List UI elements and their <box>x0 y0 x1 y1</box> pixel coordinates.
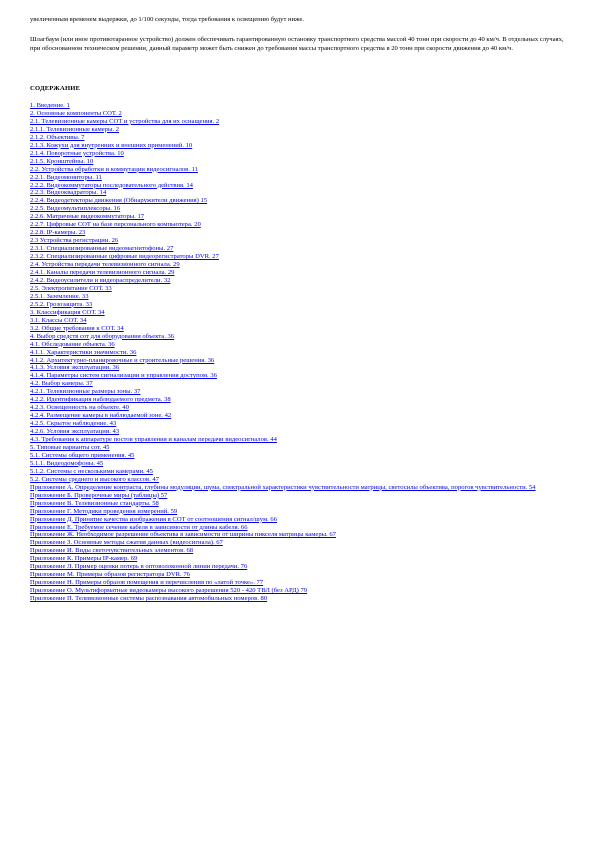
toc-link[interactable]: Приложение О. Мультиформатные видеокамеры высокого разрешения 520 - 420 ТВЛ (без АРД) 79 <box>30 587 308 595</box>
toc-link[interactable]: 3.2. Общие требования к СОТ. 34 <box>30 324 124 332</box>
toc-link[interactable]: 2.2. Устройства обработки и коммутации видеосигналов. 11 <box>30 165 198 173</box>
toc-link[interactable]: 2.2.6. Матричные видеокоммутаторы. 17 <box>30 213 145 221</box>
toc-link[interactable]: 2.3.1. Специализированные видеомагнитофоны. 27 <box>30 245 174 253</box>
toc-link[interactable]: 2.2.1. Видеомониторы. 11 <box>30 173 102 181</box>
toc-link[interactable]: 2.5.2. Грозозащита. 33 <box>30 300 93 308</box>
toc-link[interactable]: 2.4.1. Каналы передачи телевизионного сигнала. 29 <box>30 269 175 277</box>
toc-link[interactable]: 3.1. Классы СОТ. 34 <box>30 316 87 324</box>
toc-link[interactable]: Приложение Д. Принятие качества изображения в СОТ от соотношения сигнал/шум. 66 <box>30 515 278 523</box>
intro-paragraph-1: увеличенным временем выдержки, до 1/100 секунды, тогда требования к освещению будут ниже. <box>30 16 305 23</box>
toc-link[interactable]: 5.1. Системы общего применения. 45 <box>30 451 135 459</box>
toc-link[interactable]: Приложение З. Основные методы сжатия данных (видеосигнала). 67 <box>30 539 223 547</box>
toc-link[interactable]: 4.2.2. Идентификация наблюдаемого предмета. 38 <box>30 396 171 404</box>
toc-link[interactable]: 4.1.2. Архитектурно-планировочные и строительные решения. 36 <box>30 356 215 364</box>
toc-link[interactable]: Приложение И. Виды светочувствительных элементов. 68 <box>30 547 194 555</box>
toc-link[interactable]: 5.1.2. Системы с несколькими камерами. 45 <box>30 467 153 475</box>
toc-link[interactable]: 2.4. Устройства передачи телевизионного сигнала. 29 <box>30 261 180 269</box>
toc-link[interactable]: 4.1.3. Условия эксплуатации. 36 <box>30 364 120 372</box>
toc-link[interactable]: 2. Основные компоненты СОТ. 2 <box>30 109 122 117</box>
toc-link[interactable]: 2.2.3. Видеоквадраторы. 14 <box>30 189 107 197</box>
toc-link[interactable]: 4.1. Обследование объекта. 36 <box>30 340 115 348</box>
toc-link[interactable]: 4.2.1. Телевизионные размеры зоны. 37 <box>30 388 141 396</box>
toc-heading: СОДЕРЖАНИЕ <box>30 85 81 92</box>
intro-paragraph-2: Шлагбаум (или иное противотаранное устройство) должен обеспечивать гарантированную остановку транспортного средства массой 40 тонн при скорости до 40 км/ч. В отдельных случаях, при обоснованном техническом решении, данный параметр может быть снижен до требования массы транспортного средства в 20 тонн при скорости движения до 40 км/ч. <box>30 35 564 53</box>
toc-link[interactable]: 2.1.5. Кронштейны. 10 <box>30 157 94 165</box>
toc-link[interactable]: 2.2.2. Видеокоммутаторы последовательного действия. 14 <box>30 181 193 189</box>
toc-link[interactable]: Приложение Г. Методики проведения измерений. 59 <box>30 507 178 515</box>
toc-link[interactable]: Приложение Н. Примеры образов помещения и перечисления по «латой точке». 77 <box>30 579 264 587</box>
toc-link[interactable]: 2.3 Устройства регистрации. 26 <box>30 237 119 245</box>
toc-link[interactable]: 4. Выбор средств сот для оборудования объекта. 36 <box>30 332 175 340</box>
toc-link[interactable]: 2.1.1. Телевизионные камеры. 2 <box>30 125 119 133</box>
toc-link[interactable]: 2.2.7. Цифровые СОТ на базе персонального компьютера. 20 <box>30 221 201 229</box>
toc-link[interactable]: Приложение В. Телевизионные стандарты. 58 <box>30 499 159 507</box>
toc-link[interactable]: 4.2. Выбор камеры. 37 <box>30 380 93 388</box>
toc-link[interactable]: 4.1.1. Характеристики значимости. 36 <box>30 348 137 356</box>
toc-link[interactable]: 1. Введение. 1 <box>30 102 70 109</box>
toc-link[interactable]: 2.2.5. Видеомультиплексоры. 16 <box>30 205 121 213</box>
toc-link[interactable]: Приложение М. Примеры образов регистратора DVR. 76 <box>30 571 190 579</box>
toc-link[interactable]: 2.3.2. Специализированные цифровые видеорегистраторы DVR. 27 <box>30 253 219 261</box>
toc-link[interactable]: 2.1. Телевизионные камеры СОТ и устройства для их оснащения. 2 <box>30 117 220 125</box>
toc-link[interactable]: Приложение А. Определение контраста, глубины модуляции, шума, спектральной характеристики чувствительности матрицы, светосилы объектива, порогов чувствительности. 54 <box>30 483 536 491</box>
toc-link[interactable]: Приложение П. Телевизионные системы распознавания автомобильных номеров. 80 <box>30 595 268 603</box>
toc-link[interactable]: 4.2.6. Условия эксплуатации. 43 <box>30 428 120 436</box>
toc-link[interactable]: 2.2.4. Видеодетекторы движения (Обнаружители движения) 15 <box>30 197 208 205</box>
toc-link[interactable]: 5.1.1. Видеодомофоны. 45 <box>30 459 104 467</box>
toc-link[interactable]: 2.1.2. Объективы. 7 <box>30 133 85 141</box>
toc-link[interactable]: 2.2.8. IP-камеры. 23 <box>30 229 86 237</box>
toc-link[interactable]: 2.5. Электропитание СОТ. 33 <box>30 284 112 292</box>
toc-link[interactable]: Приложение Е. Требуемое сечение кабеля в зависимости от длины кабеля. 66 <box>30 523 248 531</box>
toc-link[interactable]: 4.2.5. Скрытое наблюдение. 43 <box>30 420 117 428</box>
toc-link[interactable]: 4.2.4. Размещение камеры в наблюдаемой зоне. 42 <box>30 412 172 420</box>
toc-link[interactable]: 4.3. Требования к аппаратуре постов управления и каналам передачи видеосигналов. 44 <box>30 436 277 444</box>
toc-link[interactable]: 4.2.3. Освещенность на объекте. 40 <box>30 404 129 412</box>
toc-link[interactable]: Приложение Ж. Необходимое разрешение объектива в зависимости от ширины пикселя матрицы камеры. 67 <box>30 531 336 539</box>
toc-link[interactable]: 3. Классификация СОТ. 34 <box>30 308 105 316</box>
table-of-contents <box>30 102 585 603</box>
toc-link[interactable]: 2.4.2. Видеоусилители и видеораспределители. 32 <box>30 276 171 284</box>
toc-link[interactable]: 5. Типовые варианты сот. 45 <box>30 443 110 451</box>
toc-link[interactable]: 2.1.4. Поворотные устройства. 10 <box>30 149 124 157</box>
toc-link[interactable]: Приложение Л. Пример оценки потерь в оптоволоконной линии передачи. 76 <box>30 563 248 571</box>
toc-link[interactable]: Приложение Б. Проверочные миры (таблицы) 57 <box>30 491 168 499</box>
toc-link[interactable]: 2.1.3. Кожухи для внутренних и внешних применений. 10 <box>30 141 193 149</box>
toc-link[interactable]: 2.5.1. Заземление. 33 <box>30 292 89 300</box>
toc-link[interactable]: 5.2. Системы среднего и высокого классов. 47 <box>30 475 159 483</box>
toc-link[interactable]: 4.1.4. Параметры систем сигнализации и управления доступом. 36 <box>30 372 217 380</box>
toc-link[interactable]: Приложение К. Примеры IP-камер. 69 <box>30 555 138 563</box>
intro-text <box>30 15 570 64</box>
